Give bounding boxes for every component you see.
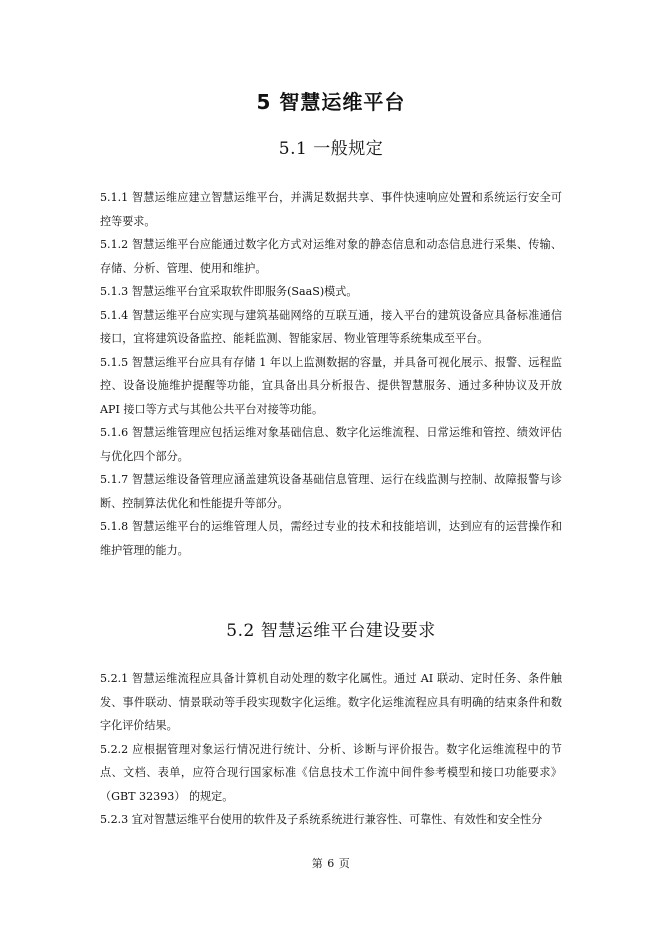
- clause-paragraph: 5.1.7 智慧运维设备管理应涵盖建筑设备基础信息管理、运行在线监测与控制、故障报警与诊断、控制算法优化和性能提升等部分。: [100, 473, 562, 510]
- chapter-title: 5 智慧运维平台: [256, 90, 406, 114]
- clause-paragraph: 5.1.2 智慧运维平台应能通过数字化方式对运维对象的静态信息和动态信息进行采集、传输、存储、分析、管理、使用和维护。: [100, 238, 562, 275]
- section-body: [100, 186, 562, 562]
- clause-paragraph: 5.1.5 智慧运维平台应具有存储 1 年以上监测数据的容量，并具备可视化展示、报警、远程监控、设备设施维护提醒等功能，宜具备出具分析报告、提供智慧服务、通过多种协议及开放 API 接口等方式与其他公共平台对接等功能。: [100, 355, 562, 416]
- section-title: 5.1 一般规定: [278, 139, 384, 159]
- clause-paragraph: 5.1.8 智慧运维平台的运维管理人员，需经过专业的技术和技能培训，达到应有的运营操作和维护管理的能力。: [100, 520, 562, 557]
- clause-paragraph: 5.2.1 智慧运维流程应具备计算机自动处理的数字化属性。通过 AI 联动、定时任务、条件触发、事件联动、情景联动等手段实现数字化运维。数字化运维流程应具有明确的结束条件和数字化评价结果。: [100, 672, 562, 732]
- section-title: 5.2 智慧运维平台建设要求: [226, 621, 436, 641]
- clause-paragraph: 5.2.2 应根据管理对象运行情况进行统计、分析、诊断与评价报告。数字化运维流程中的节点、文档、表单，应符合现行国家标准《信息技术工作流中间件参考模型和接口功能要求》（GBT 32393） 的规定。: [100, 742, 562, 803]
- clause-paragraph: 5.1.1 智慧运维应建立智慧运维平台，并满足数据共享、事件快速响应处置和系统运行安全可控等要求。: [100, 191, 562, 228]
- clause-paragraph: 5.2.3 宜对智慧运维平台使用的软件及子系统系统进行兼容性、可靠性、有效性和安全性分: [100, 813, 543, 826]
- clause-paragraph: 5.1.6 智慧运维管理应包括运维对象基础信息、数字化运维流程、日常运维和管控、绩效评估与优化四个部分。: [100, 426, 562, 463]
- section-body: [100, 667, 562, 832]
- clause-paragraph: 5.1.3 智慧运维平台宜采取软件即服务(SaaS)模式。: [100, 285, 358, 298]
- clause-paragraph: 5.1.4 智慧运维平台应实现与建筑基础网络的互联互通，接入平台的建筑设备应具备标准通信接口，宜将建筑设备监控、能耗监测、智能家居、物业管理等系统集成至平台。: [100, 308, 562, 345]
- page-number: 第 6 页: [311, 857, 351, 870]
